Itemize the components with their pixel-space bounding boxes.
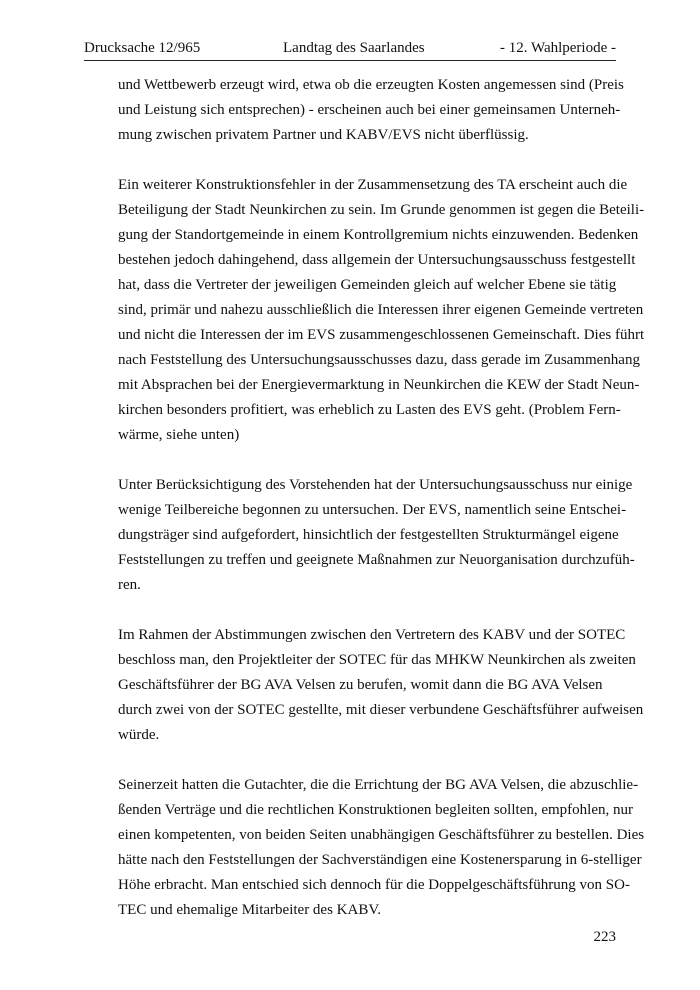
- text-line: Ein weiterer Konstruktionsfehler in der Zusammensetzung des TA erscheint auch die: [118, 177, 628, 193]
- document-body: [118, 73, 645, 948]
- text-line: wärme, siehe unten): [118, 427, 240, 443]
- text-line: ren.: [118, 577, 141, 593]
- header-legislative-period: - 12. Wahlperiode -: [500, 40, 616, 56]
- text-line: TEC und ehemalige Mitarbeiter des KABV.: [118, 902, 381, 918]
- text-line: Beteiligung der Stadt Neunkirchen zu sein. Im Grunde genommen ist gegen die Beteili-: [118, 202, 645, 218]
- text-line: sind, primär und nahezu ausschließlich die Interessen ihrer eigenen Gemeinde vertreten: [118, 302, 644, 318]
- text-line: Seinerzeit hatten die Gutachter, die die Errichtung der BG AVA Velsen, die abzuschlie-: [118, 777, 639, 793]
- header-parliament-name: Landtag des Saarlandes: [283, 40, 425, 56]
- text-line: würde.: [118, 727, 160, 743]
- text-line: wenige Teilbereiche begonnen zu untersuchen. Der EVS, namentlich seine Entschei-: [118, 502, 627, 518]
- text-line: Im Rahmen der Abstimmungen zwischen den Vertretern des KABV und der SOTEC: [118, 627, 626, 643]
- paragraph: [118, 773, 645, 923]
- text-line: und Wettbewerb erzeugt wird, etwa ob die erzeugten Kosten angemessen sind (Preis: [118, 77, 624, 93]
- text-line: Höhe erbracht. Man entschied sich dennoch für die Doppelgeschäftsführung von SO-: [118, 877, 630, 893]
- text-line: bestehen jedoch dahingehend, dass allgemein der Untersuchungsausschuss festgestellt: [118, 252, 636, 268]
- text-line: mit Absprachen bei der Energievermarktung in Neunkirchen die KEW der Stadt Neun-: [118, 377, 640, 393]
- page-header: [84, 38, 616, 61]
- text-line: hätte nach den Feststellungen der Sachverständigen eine Kostenersparung in 6-stelliger: [118, 852, 642, 868]
- text-line: kirchen besonders profitiert, was erheblich zu Lasten des EVS geht. (Problem Fern-: [118, 402, 621, 418]
- text-line: hat, dass die Vertreter der jeweiligen Gemeinden gleich auf welcher Ebene sie tätig: [118, 277, 617, 293]
- text-line: einen kompetenten, von beiden Seiten unabhängigen Geschäftsführer zu bestellen. Dies: [118, 827, 645, 843]
- text-line: beschloss man, den Projektleiter der SOTEC für das MHKW Neunkirchen als zweiten: [118, 652, 636, 668]
- text-line: nach Feststellung des Untersuchungsausschusses dazu, dass gerade im Zusammenhang: [118, 352, 640, 368]
- text-line: durch zwei von der SOTEC gestellte, mit dieser verbundene Geschäftsführer aufweisen: [118, 702, 644, 718]
- text-line: ßenden Verträge und die rechtlichen Konstruktionen begleiten sollten, empfohlen, nur: [118, 802, 633, 818]
- text-line: und Leistung sich entsprechen) - erscheinen auch bei einer gemeinsamen Unterneh-: [118, 102, 621, 118]
- header-document-number: Drucksache 12/965: [84, 40, 201, 56]
- paragraph: [118, 173, 645, 448]
- text-line: gung der Standortgemeinde in einem Kontrollgremium nichts einzuwenden. Bedenken: [118, 227, 639, 243]
- text-line: und nicht die Interessen der im EVS zusammengeschlossenen Gemeinschaft. Dies führt: [118, 327, 645, 343]
- paragraph: [118, 73, 624, 148]
- text-line: Geschäftsführer der BG AVA Velsen zu berufen, womit dann die BG AVA Velsen: [118, 677, 603, 693]
- text-line: dungsträger sind aufgefordert, hinsichtlich der festgestellten Strukturmängel eigene: [118, 527, 619, 543]
- page-number: 223: [593, 929, 616, 945]
- paragraph: [118, 473, 635, 598]
- text-line: Unter Berücksichtigung des Vorstehenden hat der Untersuchungsausschuss nur einige: [118, 477, 633, 493]
- text-line: Feststellungen zu treffen und geeignete Maßnahmen zur Neuorganisation durchzufüh-: [118, 552, 635, 568]
- paragraph: [118, 623, 644, 748]
- text-line: mung zwischen privatem Partner und KABV/EVS nicht überflüssig.: [118, 127, 529, 143]
